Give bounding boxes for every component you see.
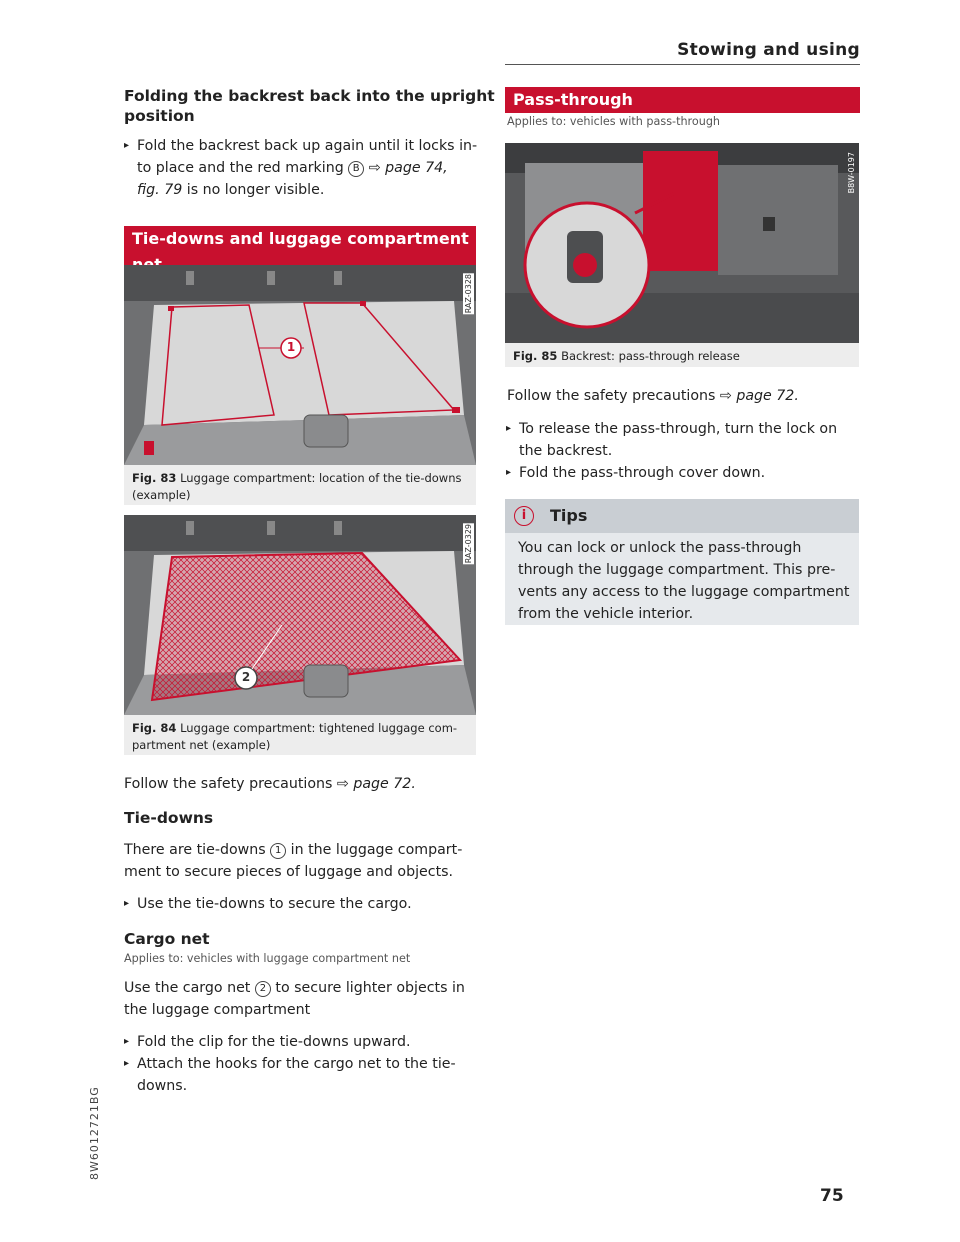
tiedowns-text: There are tie-downs xyxy=(124,842,266,858)
cargo-text-2: to secure lighter objects in xyxy=(275,980,465,996)
fold-bullet-line3 xyxy=(137,179,324,201)
tips-title: Tips xyxy=(550,506,588,525)
figure-85-caption xyxy=(505,343,859,367)
pass-through-applies: Applies to: vehicles with pass-through xyxy=(507,115,721,128)
safety-line-left xyxy=(124,773,416,795)
fold-bullet-line1: ▸ Fold the backrest back up again until it locks in- xyxy=(137,135,477,157)
caption-text: Luggage compartment: location of the tie-downs xyxy=(180,471,462,485)
fold-text: to place and the red marking xyxy=(137,160,344,176)
fold-text-end: is no longer visible. xyxy=(186,182,325,198)
fold-bullet-line2 xyxy=(137,157,448,179)
safety-text: Follow the safety precautions xyxy=(507,388,716,404)
cargo-bullet-1: ▸ Fold the clip for the tie-downs upward. xyxy=(137,1031,411,1053)
running-header: Stowing and using xyxy=(677,40,860,60)
cargo-bullet-2-line2: downs. xyxy=(137,1078,188,1094)
tips-line: You can lock or unlock the pass-through xyxy=(518,540,802,556)
tips-line: from the vehicle interior. xyxy=(518,606,694,622)
document-code: 8W6012721BG xyxy=(88,1086,101,1180)
info-icon: i xyxy=(514,506,534,526)
pass-bullet-2: ▸ Fold the pass-through cover down. xyxy=(519,462,765,484)
safety-line-right xyxy=(507,385,799,407)
fig-ref-79[interactable]: fig. 79 xyxy=(137,182,183,198)
cargo-applies: Applies to: vehicles with luggage compartment net xyxy=(124,952,411,965)
tips-line: through the luggage compartment. This pre- xyxy=(518,562,836,578)
fig-number: Fig. 84 xyxy=(132,721,177,735)
caption-text: Backrest: pass-through release xyxy=(561,349,740,363)
cargo-text: Use the cargo net xyxy=(124,980,251,996)
figure-84-caption xyxy=(124,715,476,755)
marker-b-callout: B xyxy=(348,161,364,177)
cargo-para-line1 xyxy=(124,977,465,999)
figure-code: RAZ-0329 xyxy=(464,524,473,564)
cargo-heading: Cargo net xyxy=(124,930,210,948)
caption-text: Luggage compartment: tightened luggage com- xyxy=(180,721,458,735)
fig-number: Fig. 85 xyxy=(513,349,558,363)
tiedowns-bullet: ▸ Use the tie-downs to secure the cargo. xyxy=(137,893,412,915)
cargo-net-illustration xyxy=(124,515,476,715)
section-bar-tiedowns: Tie-downs and luggage compartment xyxy=(124,226,476,278)
callout-1-inline: 1 xyxy=(270,843,286,859)
figure-83-image xyxy=(124,265,476,465)
callout-1: 1 xyxy=(286,340,296,354)
fig-number: Fig. 83 xyxy=(132,471,177,485)
page-ref-72[interactable]: ⇨ page 72. xyxy=(719,388,799,404)
page-number: 75 xyxy=(820,1186,844,1206)
page-ref-72[interactable]: ⇨ page 72. xyxy=(336,776,416,792)
tips-header xyxy=(505,499,859,533)
tiedowns-text-2: in the luggage compart- xyxy=(290,842,463,858)
pass-bullet-1-line1: ▸ To release the pass-through, turn the lock on xyxy=(519,418,837,440)
fold-heading-line1: Folding the backrest back into the upright xyxy=(124,87,495,105)
caption-text-2: (example) xyxy=(132,488,191,502)
callout-2: 2 xyxy=(241,670,251,684)
safety-text: Follow the safety precautions xyxy=(124,776,333,792)
caption-text-2: partment net (example) xyxy=(132,738,271,752)
figure-84-image xyxy=(124,515,476,715)
luggage-tiedowns-illustration xyxy=(124,265,476,465)
fold-heading-line2: position xyxy=(124,107,195,125)
page-ref-74[interactable]: ⇨ page 74, xyxy=(368,160,448,176)
callout-2-inline: 2 xyxy=(255,981,271,997)
cargo-para-line2: the luggage compartment xyxy=(124,1002,311,1018)
pass-bullet-1-line2: the backrest. xyxy=(519,443,613,459)
figure-83-caption xyxy=(124,465,476,505)
tiedowns-para-line2: ment to secure pieces of luggage and objects. xyxy=(124,864,454,880)
cargo-bullet-2-line1: ▸ Attach the hooks for the cargo net to the tie- xyxy=(137,1053,456,1075)
tips-line: vents any access to the luggage compartment xyxy=(518,584,850,600)
tips-body xyxy=(505,533,859,625)
tiedowns-heading: Tie-downs xyxy=(124,809,214,827)
section-bar-pass-through: Pass-through xyxy=(505,87,860,113)
tiedowns-para-line1 xyxy=(124,839,462,861)
figure-code: B8W-0197 xyxy=(847,152,856,194)
header-rule xyxy=(505,64,860,65)
pass-through-illustration xyxy=(505,143,859,343)
figure-code: RAZ-0328 xyxy=(464,274,473,314)
figure-85-image xyxy=(505,143,859,343)
